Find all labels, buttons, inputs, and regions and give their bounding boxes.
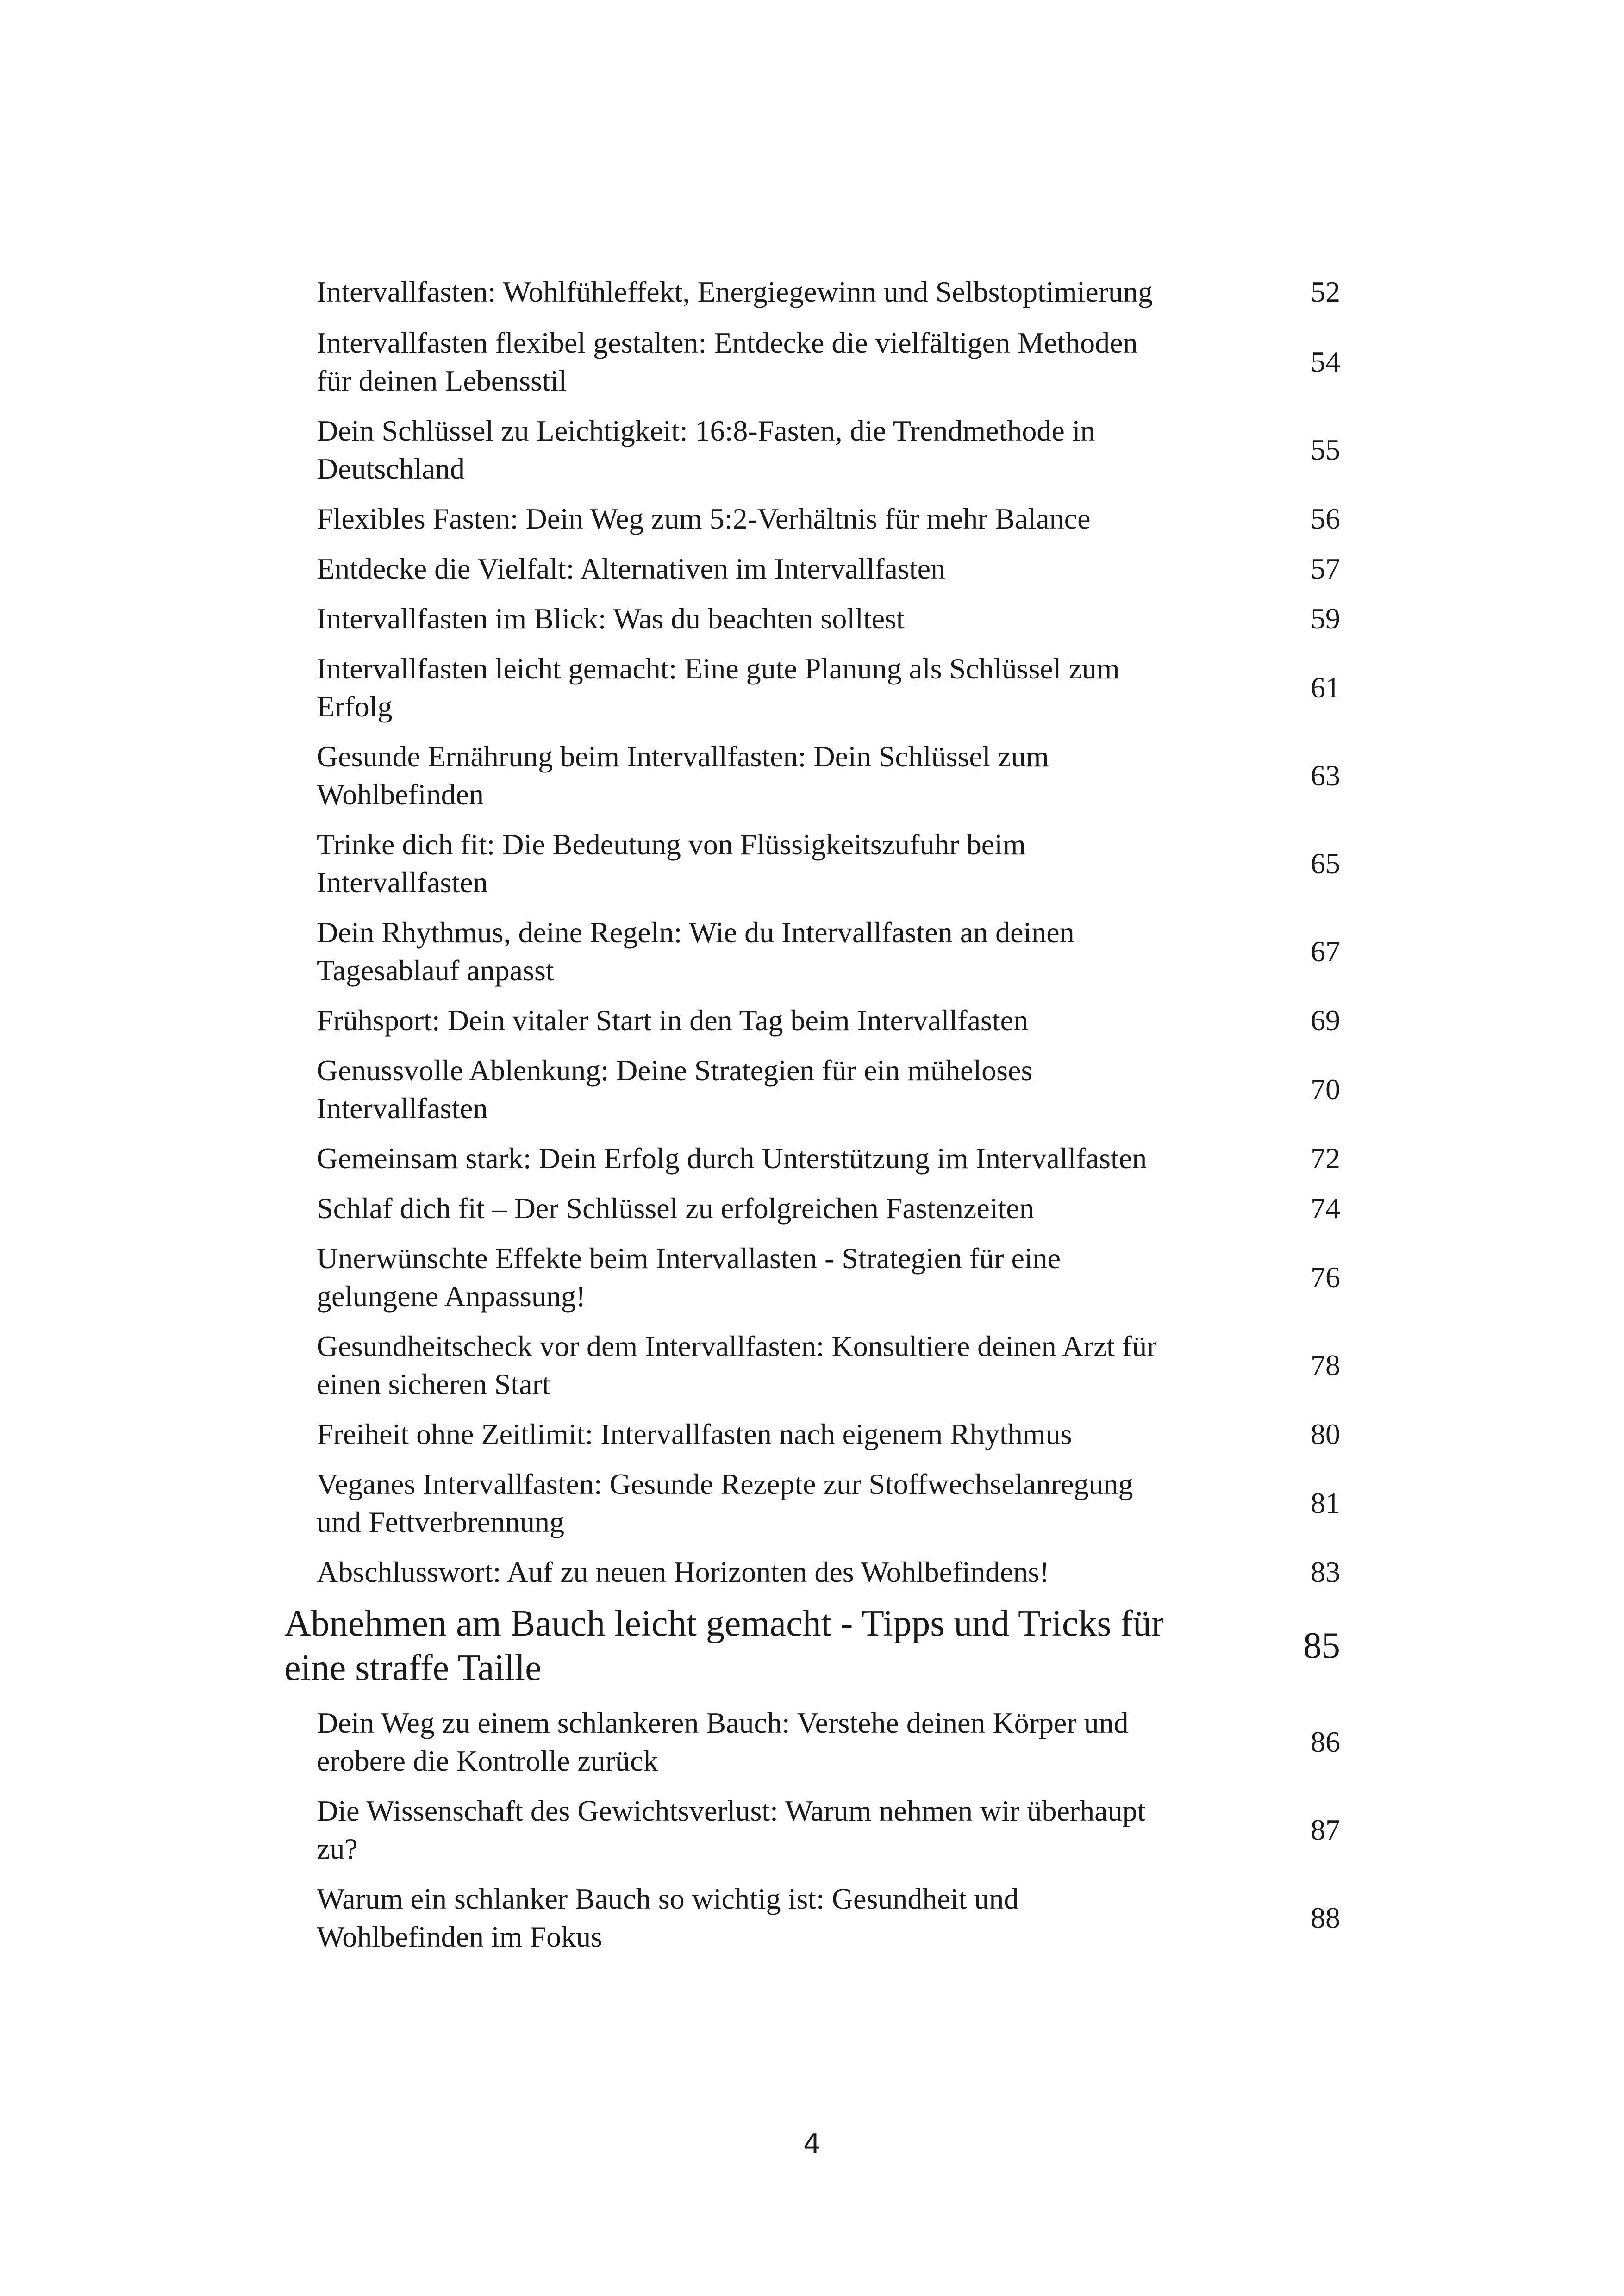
toc-entry-title-line: Intervallfasten leicht gemacht: Eine gute Planung als Schlüssel zum bbox=[317, 652, 1120, 685]
toc-entry-title-line: Deutschland bbox=[317, 452, 465, 485]
toc-entry-title-line: Entdecke die Vielfalt: Alternativen im Intervallfasten bbox=[317, 552, 946, 585]
toc-entry-title-line: Intervallfasten bbox=[317, 866, 488, 899]
toc-entry-title-line: für deinen Lebensstil bbox=[317, 364, 567, 397]
toc-entry-title-line: Frühsport: Dein vitaler Start in den Tag beim Intervallfasten bbox=[317, 1004, 1029, 1037]
toc-entry-title-line: Flexibles Fasten: Dein Weg zum 5:2-Verhältnis für mehr Balance bbox=[317, 502, 1091, 535]
toc-entry-title-line: gelungene Anpassung! bbox=[317, 1280, 586, 1313]
toc-entry-title-line: Intervallfasten flexibel gestalten: Entdecke die vielfältigen Methoden bbox=[317, 326, 1138, 359]
toc-entry-page: 83 bbox=[1311, 1556, 1340, 1588]
toc-entry bbox=[317, 1189, 1340, 1227]
toc-entry-page: 81 bbox=[1311, 1487, 1340, 1519]
toc-entry bbox=[317, 650, 1340, 726]
toc-entry-title-line: Gemeinsam stark: Dein Erfolg durch Unterstützung im Intervallfasten bbox=[317, 1142, 1147, 1175]
toc-entry-title bbox=[317, 600, 905, 638]
toc-entry-title-line: Intervallfasten: Wohlfühleffekt, Energiegewinn und Selbstoptimierung bbox=[317, 275, 1153, 308]
toc-entry-title bbox=[317, 1189, 1034, 1227]
toc-entry bbox=[317, 1239, 1340, 1315]
toc-entry-title-line: Veganes Intervallfasten: Gesunde Rezepte zur Stoffwechselanregung bbox=[317, 1468, 1133, 1500]
toc-entry-title bbox=[317, 324, 1138, 400]
toc-entry-page: 85 bbox=[1303, 1625, 1340, 1666]
toc-entry-title-line: und Fettverbrennung bbox=[317, 1506, 564, 1538]
toc-entry-title-line: zu? bbox=[317, 1832, 358, 1865]
toc-entry-title-line: Abschlusswort: Auf zu neuen Horizonten des Wohlbefindens! bbox=[317, 1556, 1049, 1588]
toc-entry bbox=[317, 1465, 1340, 1541]
toc-entry-title-line: erobere die Kontrolle zurück bbox=[317, 1744, 658, 1777]
toc-entry-title-line: Warum ein schlanker Bauch so wichtig ist: Gesundheit und bbox=[317, 1882, 1019, 1915]
toc-entry-page: 80 bbox=[1311, 1418, 1340, 1450]
toc-entry bbox=[317, 1792, 1340, 1868]
toc-entry-page: 56 bbox=[1311, 502, 1340, 535]
toc-entry-title-line: Schlaf dich fit – Der Schlüssel zu erfolgreichen Fastenzeiten bbox=[317, 1192, 1034, 1225]
toc-entry-title-line: Wohlbefinden bbox=[317, 778, 484, 811]
toc-entry-page: 86 bbox=[1311, 1725, 1340, 1758]
toc-entry bbox=[317, 914, 1340, 989]
toc-entry-title bbox=[317, 412, 1095, 488]
toc-entry bbox=[317, 826, 1340, 902]
toc-entry-title bbox=[317, 1327, 1157, 1403]
toc-entry bbox=[317, 1139, 1340, 1177]
toc-entry-page: 57 bbox=[1311, 552, 1340, 585]
toc-entry-title bbox=[284, 1601, 1164, 1690]
toc-entry bbox=[317, 1052, 1340, 1127]
toc-entry-title bbox=[317, 1704, 1129, 1780]
toc-entry-page: 88 bbox=[1311, 1901, 1340, 1934]
toc-entry-title-line: Wohlbefinden im Fokus bbox=[317, 1920, 603, 1953]
toc-entry bbox=[317, 1327, 1340, 1403]
toc-entry-title-line: Gesunde Ernährung beim Intervallfasten: Dein Schlüssel zum bbox=[317, 740, 1049, 773]
toc-entry bbox=[317, 412, 1340, 488]
toc-entry bbox=[317, 273, 1340, 311]
toc-entry-title bbox=[317, 1415, 1072, 1453]
toc-entry bbox=[317, 324, 1340, 400]
toc-entry-title-line: Freiheit ohne Zeitlimit: Intervallfasten nach eigenem Rhythmus bbox=[317, 1418, 1072, 1450]
toc-entry-title-line: Unerwünschte Effekte beim Intervallasten - Strategien für eine bbox=[317, 1242, 1061, 1275]
toc-entry-page: 52 bbox=[1311, 275, 1340, 308]
toc-entry bbox=[317, 500, 1340, 538]
toc-entry-title-line: Dein Rhythmus, deine Regeln: Wie du Intervallfasten an deinen bbox=[317, 916, 1074, 949]
toc-entry-page: 54 bbox=[1311, 345, 1340, 378]
toc-entry-page: 55 bbox=[1311, 433, 1340, 466]
toc-entry-title bbox=[317, 650, 1120, 726]
toc-entry-title bbox=[317, 273, 1153, 311]
toc-chapter-entry bbox=[284, 1601, 1340, 1690]
toc-entry-page: 87 bbox=[1311, 1813, 1340, 1846]
toc-entry-title-line: Die Wissenschaft des Gewichtsverlust: Warum nehmen wir überhaupt bbox=[317, 1794, 1146, 1827]
toc-entry-page: 59 bbox=[1311, 602, 1340, 635]
toc-entry-title bbox=[317, 1465, 1133, 1541]
toc-entry-title-line: Intervallfasten im Blick: Was du beachten solltest bbox=[317, 602, 905, 635]
toc-entry-title-line: Tagesablauf anpasst bbox=[317, 954, 554, 987]
toc-entry-title bbox=[317, 914, 1074, 989]
page-number: 4 bbox=[803, 2128, 821, 2160]
toc-entry-title bbox=[317, 1052, 1032, 1127]
toc-entry bbox=[317, 1880, 1340, 1956]
toc-entry-title-line: Genussvolle Ablenkung: Deine Strategien für ein müheloses bbox=[317, 1054, 1033, 1087]
toc-entry-title-line: Dein Schlüssel zu Leichtigkeit: 16:8-Fasten, die Trendmethode in bbox=[317, 414, 1095, 447]
toc-entry-title bbox=[317, 550, 945, 588]
toc-entry-page: 61 bbox=[1311, 671, 1340, 704]
toc-entry-page: 78 bbox=[1311, 1349, 1340, 1381]
toc-entry bbox=[317, 1704, 1340, 1780]
toc-entry-title bbox=[317, 1139, 1147, 1177]
toc-entry bbox=[317, 1415, 1340, 1453]
toc-entry-title bbox=[317, 738, 1049, 814]
toc-entry-page: 70 bbox=[1311, 1073, 1340, 1106]
toc-entry-page: 74 bbox=[1311, 1192, 1340, 1225]
toc-entry-title-line: Dein Weg zu einem schlankeren Bauch: Verstehe deinen Körper und bbox=[317, 1706, 1129, 1739]
toc-entry-title bbox=[317, 1553, 1049, 1591]
toc-entry-title-line: Gesundheitscheck vor dem Intervallfasten: Konsultiere deinen Arzt für bbox=[317, 1330, 1157, 1363]
toc-entry-page: 76 bbox=[1311, 1261, 1340, 1294]
toc-entry bbox=[317, 1553, 1340, 1591]
toc-entry-title-line: Erfolg bbox=[317, 690, 393, 723]
toc-entry bbox=[317, 738, 1340, 814]
toc-entry-title-line: einen sicheren Start bbox=[317, 1368, 550, 1400]
toc-entry-page: 69 bbox=[1311, 1004, 1340, 1037]
toc-entry-title bbox=[317, 826, 1026, 902]
toc-entry-title-line: Abnehmen am Bauch leicht gemacht - Tipps und Tricks für bbox=[284, 1603, 1164, 1644]
toc-entry-page: 63 bbox=[1311, 759, 1340, 792]
toc-entry-title bbox=[317, 500, 1090, 538]
toc-entry bbox=[317, 1002, 1340, 1039]
toc-entry-page: 67 bbox=[1311, 935, 1340, 968]
toc-entry-page: 65 bbox=[1311, 847, 1340, 880]
toc-entry-title-line: Trinke dich fit: Die Bedeutung von Flüssigkeitszufuhr beim bbox=[317, 828, 1026, 861]
toc-entry-title bbox=[317, 1880, 1018, 1956]
toc-entry-title bbox=[317, 1002, 1028, 1039]
toc-entry-title-line: Intervallfasten bbox=[317, 1092, 488, 1125]
toc-entry bbox=[317, 550, 1340, 588]
toc-entry-title-line: eine straffe Taille bbox=[284, 1648, 542, 1688]
toc-entry-page: 72 bbox=[1311, 1142, 1340, 1175]
toc-entry-title bbox=[317, 1239, 1061, 1315]
toc-entry-title bbox=[317, 1792, 1145, 1868]
toc-entry bbox=[317, 600, 1340, 638]
